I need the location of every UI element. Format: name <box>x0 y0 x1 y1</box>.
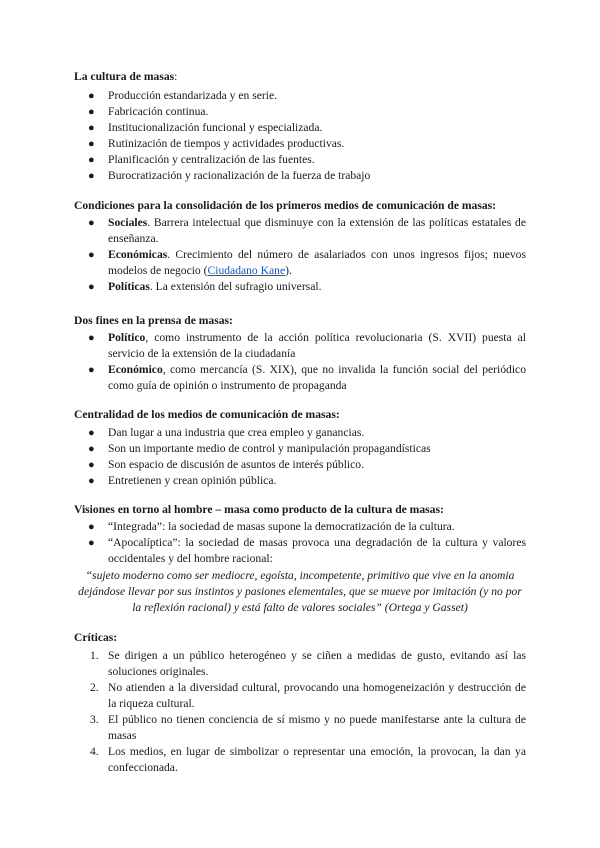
bullet-icon: ● <box>88 154 95 166</box>
term-label: Político <box>108 331 146 344</box>
list-item <box>0 152 526 168</box>
bullet-icon: ● <box>88 537 95 549</box>
list-item-text: Son espacio de discusión de asuntos de interés público. <box>108 458 364 471</box>
term-label: Sociales <box>108 216 148 229</box>
section-heading-centralidad: Centralidad de los medios de comunicación de masas: <box>74 408 340 421</box>
list-item <box>0 104 526 120</box>
list-item <box>0 279 526 295</box>
list-item-text: Son un importante medio de control y manipulación propagandísticas <box>108 442 431 455</box>
list-item-text: “Integrada”: la sociedad de masas supone la democratización de la cultura. <box>108 520 455 533</box>
criticas-list <box>0 648 526 776</box>
section-heading-visiones: Visiones en torno al hombre – masa como producto de la cultura de masas: <box>74 503 444 516</box>
centralidad-list <box>0 425 526 489</box>
bullet-icon: ● <box>88 521 95 533</box>
term-label: Económicas <box>108 248 168 261</box>
list-item-text <box>108 247 526 279</box>
section-heading-dos-fines: Dos fines en la prensa de masas: <box>74 314 233 327</box>
list-item-text: Entretienen y crean opinión pública. <box>108 474 277 487</box>
list-item <box>0 648 526 680</box>
list-item <box>0 425 526 441</box>
term-description: . Barrera intelectual que disminuye con la extensión de las políticas estatales de enseñanza. <box>108 216 526 245</box>
list-item-text <box>108 330 526 362</box>
bullet-icon: ● <box>88 249 95 261</box>
list-item-text: Institucionalización funcional y especializada. <box>108 121 323 134</box>
term-label: Económico <box>108 363 163 376</box>
list-item <box>0 88 526 104</box>
list-number: 4. <box>90 745 99 758</box>
list-item-text: Producción estandarizada y en serie. <box>108 89 278 102</box>
bullet-icon: ● <box>88 332 95 344</box>
term-description: . Crecimiento del número de asalariados con unos ingresos fijos; nuevos modelos de negocio ( <box>108 248 526 277</box>
list-item-text: Burocratización y racionalización de la fuerza de trabajo <box>108 169 371 182</box>
list-item-text: Planificación y centralización de las fuentes. <box>108 153 315 166</box>
ortega-quote: “sujeto moderno como ser mediocre, egoísta, incompetente, primitivo que vive en la anomia dejándose llevar por sus instintos y pasiones elementales, que se mueve por imitación (y no por la reflexión racional) y está falto de valores sociales” (Ortega y Gasset) <box>78 569 522 614</box>
bullet-icon: ● <box>88 90 95 102</box>
ciudadano-kane-link[interactable]: Ciudadano Kane <box>207 264 286 277</box>
list-item-text: Fabricación continua. <box>108 105 209 118</box>
list-number: 3. <box>90 713 99 726</box>
list-item-text: El público no tienen conciencia de sí mismo y no puede manifestarse ante la cultura de masas <box>108 713 526 742</box>
list-number: 1. <box>90 649 99 662</box>
cultura-list <box>0 88 526 184</box>
bullet-icon: ● <box>88 217 95 229</box>
list-item-text <box>108 215 526 247</box>
list-item <box>0 362 526 394</box>
bullet-icon: ● <box>88 106 95 118</box>
list-item <box>0 519 526 535</box>
list-item <box>0 120 526 136</box>
list-item <box>0 712 526 744</box>
list-item-text: “Apocalíptica”: la sociedad de masas provoca una degradación de la cultura y valores occidentales y del hombre racional: <box>108 536 526 565</box>
bullet-icon: ● <box>88 475 95 487</box>
bullet-icon: ● <box>88 364 95 376</box>
list-item-text <box>108 362 526 394</box>
term-label: Políticas <box>108 280 150 293</box>
list-item <box>0 247 526 279</box>
list-item-text: Dan lugar a una industria que crea empleo y ganancias. <box>108 426 365 439</box>
list-number: 2. <box>90 681 99 694</box>
heading-colon: : <box>174 70 178 83</box>
term-description: , como instrumento de la acción política revolucionaria (S. XVII) puesta al servicio de la extensión de la ciudadanía <box>108 331 526 360</box>
list-item-text: Los medios, en lugar de simbolizar o representar una emoción, la provocan, la dan ya confeccionada. <box>108 745 526 774</box>
term-description: . La extensión del sufragio universal. <box>149 280 322 293</box>
fines-list <box>0 330 526 394</box>
list-item <box>0 744 526 776</box>
condiciones-list <box>0 215 526 295</box>
bullet-icon: ● <box>88 443 95 455</box>
bullet-icon: ● <box>88 122 95 134</box>
term-description-end: ). <box>285 264 292 277</box>
section-heading-condiciones: Condiciones para la consolidación de los primeros medios de comunicación de masas: <box>74 199 497 212</box>
list-item <box>0 473 526 489</box>
visiones-list <box>0 519 526 567</box>
list-item <box>0 168 526 184</box>
list-item <box>0 215 526 247</box>
heading-text: La cultura de masas <box>74 70 175 83</box>
list-item <box>0 330 526 362</box>
bullet-icon: ● <box>88 170 95 182</box>
section-heading-criticas: Críticas: <box>74 631 118 644</box>
list-item <box>0 535 526 567</box>
list-item-text: Se dirigen a un público heterogéneo y se ciñen a medidas de gusto, evitando así las soluciones originales. <box>108 649 526 678</box>
bullet-icon: ● <box>88 459 95 471</box>
bullet-icon: ● <box>88 138 95 150</box>
list-item-text: No atienden a la diversidad cultural, provocando una homogeneización y destrucción de la riqueza cultural. <box>108 681 526 710</box>
term-description: , como mercancía (S. XIX), que no invalida la función social del periódico como guía de opinión o instrumento de propaganda <box>108 363 526 392</box>
bullet-icon: ● <box>88 281 95 293</box>
list-item-text <box>108 279 526 295</box>
list-item <box>0 136 526 152</box>
list-item <box>0 457 526 473</box>
section-heading-cultura-de-masas <box>74 70 177 83</box>
list-item <box>0 441 526 457</box>
list-item-text: Rutinización de tiempos y actividades productivas. <box>108 137 345 150</box>
bullet-icon: ● <box>88 427 95 439</box>
list-item <box>0 680 526 712</box>
